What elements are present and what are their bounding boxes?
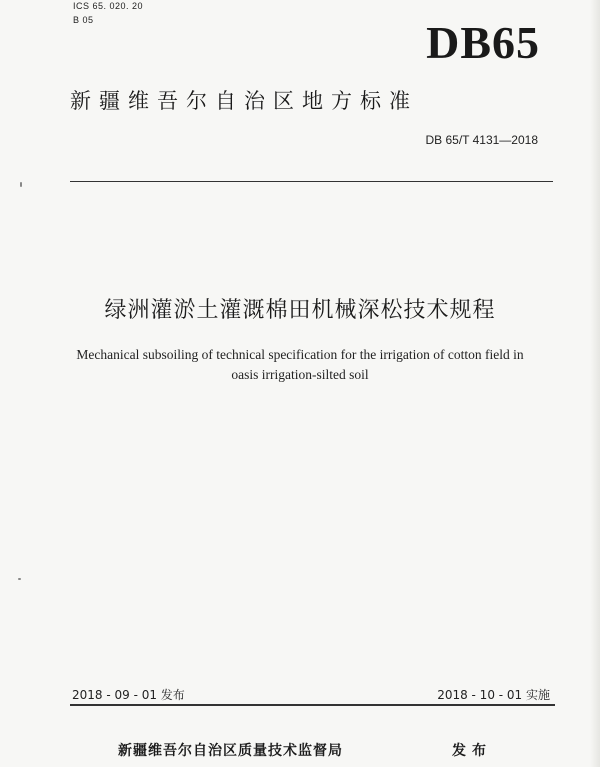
english-title-line-2: oasis irrigation-silted soil <box>231 367 369 382</box>
english-title <box>40 345 560 385</box>
scan-edge <box>590 0 600 767</box>
publisher-name: 新疆维吾尔自治区质量技术监督局 <box>118 743 343 759</box>
implementation-date: 2018 - 10 - 01 实施 <box>437 688 550 702</box>
chinese-title: 绿洲灌淤土灌溉棉田机械深松技术规程 <box>104 298 496 323</box>
scan-speck <box>18 578 21 580</box>
ics-code: ICS 65. 020. 20 <box>73 1 144 11</box>
issue-date: 2018 - 09 - 01 发布 <box>72 688 185 702</box>
footer-divider <box>70 704 555 706</box>
publish-label: 发布 <box>452 743 492 759</box>
header-divider <box>70 181 553 182</box>
standard-type-heading: 新疆维吾尔自治区地方标准 <box>70 89 418 113</box>
english-title-line-1: Mechanical subsoiling of technical specification for the irrigation of cotton field in <box>76 347 524 362</box>
classification-code: B 05 <box>73 15 94 25</box>
standard-number: DB 65/T 4131—2018 <box>425 133 538 147</box>
scan-speck <box>20 182 22 187</box>
standard-code-logo: DB65 <box>426 17 540 68</box>
